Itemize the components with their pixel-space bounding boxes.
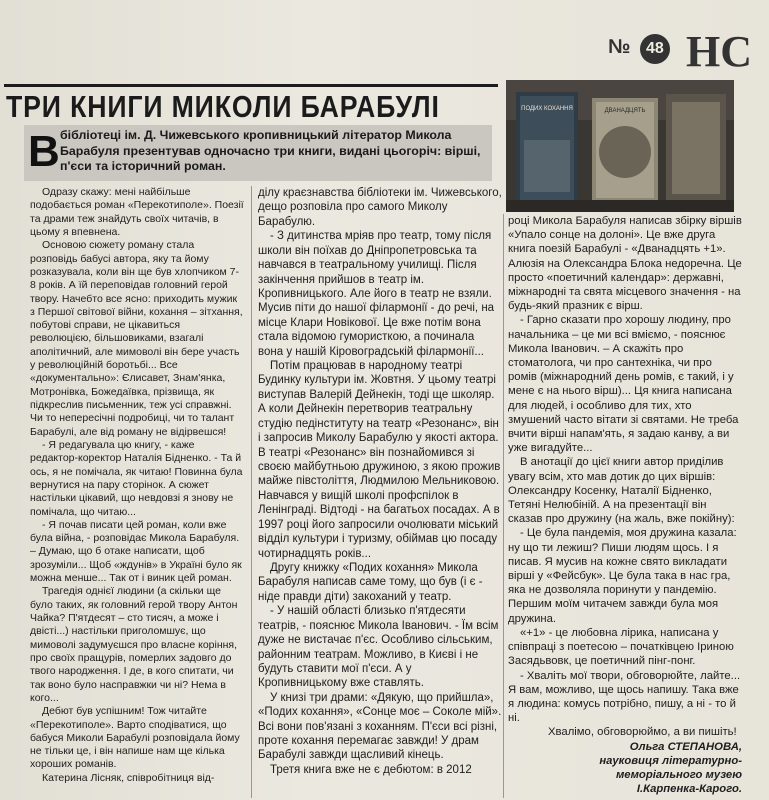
- paragraph: році Микола Барабуля написав збірку віршів «Упало сонце на долоні». Це вже друга книга поезій Барабулі - «Дванадцять +1». Алюзія на Олександра Блока недоречна. Це просто «поетичний календар»: державні, міжнародні та свята місцевого значення - на будь-який празник є вірш.: [508, 215, 742, 313]
- column-divider: [251, 186, 252, 798]
- paragraph: У книзі три драми: «Дякую, що прийшла», «Подих кохання», «Сонце моє – Соколе мій». Всі вони пов'язані з коханням. П'єси всі різні, проте кохання перемагає завжди! У драм Барабулі завжди щасливий кінець.: [258, 691, 502, 762]
- article-headline: ТРИ КНИГИ МИКОЛИ БАРАБУЛІ: [6, 89, 440, 124]
- author-title: науковиця літературно-: [599, 754, 742, 767]
- paragraph: Третя книга вже не є дебютом: в 2012: [270, 763, 472, 776]
- paragraph: Хвалімо, обговорюймо, а ви пишіть!: [548, 726, 737, 739]
- svg-text:ДВАНАДЦЯТЬ: ДВАНАДЦЯТЬ: [604, 108, 646, 114]
- paragraph: - Я почав писати цей роман, коли вже була війна, - розповідає Микола Барабуля. – Думаю, що б отаке написати, щоб зрозуміли... Щоб «ждунів» в Україні було як можна менше... Так от і виник цей роман.: [30, 518, 242, 585]
- paragraph: Дебют був успішним! Тож читайте «Перекотиполе». Варто сподіватися, що бабуся Миколи Барабулі розповідала йому не тільки це, і він напише нам ще кілька хороших романів.: [30, 705, 240, 771]
- paragraph: Основою сюжету романy стала розповідь бабусі автора, яку та йому розказувала, коли він ще був хлопчиком 7-8 років. А їй переповідав головний герой твору. Начебто все ясно: приходить мужик з Першої світової війни, кохання – зітхання, побутові справи, не цікавиться революцією, більшовиками, взагалі аполітичний, але мимоволі він бере участь у революційній боротьбі... Все «документально»: Єлисавет, Знам'янка, Мотронівка, Божедаївка, прізвища, як підкреслив письменник, теж усі справжні. Чи то непересічні подробиці, чи то талант Барабулі, але від роману не відірвешся!: [30, 239, 243, 438]
- lead-dropcap: В: [28, 127, 60, 176]
- paragraph: - Це була пандемія, моя дружина казала: ну що ти лежиш? Пиши людям щось. І я писав. Я мусив на кожне свято викладати вірші у «Фейсбук». Це була така в нас гра, яка не дозволяла поринути у пандемію. Першим моїм читачем завжди була моя дружина.: [508, 527, 737, 625]
- page-number-badge: 48: [640, 34, 670, 64]
- lead-text: бібліотеці ім. Д. Чижевського кропивницький літератор Микола Барабуля презентував одночасно три книги, видані цьогоріч: вірші, п'єси та історичний роман.: [60, 128, 481, 173]
- article-photo: [506, 80, 734, 212]
- paragraph: - Хваліть мої твори, обговорюйте, лайте... Я вам, можливо, ще щось напишу. Така вже я людина: комусь потрібно, пишу, а ні - то й ні.: [508, 669, 741, 725]
- paragraph: Одразу скажу: мені найбільше подобається роман «Перекотиполе». Поезії та драми теж знайдуть своїх читачів, в цьому я впевнена.: [30, 186, 244, 238]
- paragraph: ділу краєзнавства бібліотеки ім. Чижевського, дещо розповіла про самого Миколу Барабулю.: [258, 187, 502, 228]
- author-name: Ольга СТЕПАНОВА,: [629, 740, 742, 753]
- article-column-2: [258, 186, 502, 777]
- paragraph: Потім працював в народному театрі Будинку культури ім. Жовтня. У цьому театрі виступав Валерій Дейнекін, тоді ще школяр. А коли Дейнекін перетворив театральну студію педінституту на театр «Резонанс», він і запросив Миколу Барабулю у якості актора. В театрі «Резонанс» він познайомився зі своєю майбутньою дружиною, з якою прожив майже півстоліття, Людмилою Мельниковою. Навчався у вищій школі профспілок в Ленінграді. Відтоді - на багатьох посадах. А в 1997 році його запросили очолювати міський відділ культури і туризму, обіймав цю посаду чотирнадцять років...: [258, 360, 501, 560]
- svg-text:ПОДИХ КОХАННЯ: ПОДИХ КОХАННЯ: [521, 106, 573, 112]
- column-divider: [503, 214, 504, 798]
- author-title: І.Карпенка-Карого.: [636, 783, 742, 796]
- paragraph: «+1» - це любовна лірика, написана у співпраці з поетесою – початківцею Іриною Засядьвовк, це поетичний пінг-понг.: [508, 626, 734, 668]
- article-column-3: [508, 214, 742, 796]
- paragraph: - З дитинства мріяв про театр, тому після школи він поїхав до Дніпропетровська та навчався в театральному училищі. Після закінчення прийшов в театр ім. Кропивницького. Але його в театр не взяли. Мусив піти до нашої філармонії - до речі, на місце Клари Новікової. Це вже потім вона стала відомою гумористкою, а починала вона у нашій Кіровоградській філармонії...: [258, 230, 495, 358]
- paragraph: В анотації до цієї книги автор приділив увагу всім, хто мав дотик до цих віршів: Олександру Косенку, Наталії Бідненко, Тетяні Нелюбіній. А на презентації він сказав про дружину (на жаль, вже покійну):: [508, 456, 735, 526]
- page-number: [608, 34, 670, 64]
- newspaper-logo: НС: [686, 27, 752, 76]
- paragraph: - Гарно сказати про хорошу людину, про начальника – це ми всі вміємо, - пояснює Микола Іванович. – А скажіть про стоматолога, чи про сантехніка, чи про ромів (міжнародний день ромів, є такий, і у мене є на нього вірш)... Ця книга написана для людей, і особливо для тих, хто змушений часто вітати зі святами. Не треба вчити вірші напам'ять, я задаю канву, а ви уже вигадуйте...: [508, 314, 739, 455]
- paragraph: - У нашій області близько п'ятдесяти театрів, - пояснює Микола Іванович. - Їм всім дуже не вистачає п'єс. Особливо сільським, районним театрам. Можливо, в Києві і не будуть ставити мої п'єси. А у Кропивницькому вже ставлять.: [258, 605, 499, 690]
- paragraph: Катерина Лісняк, співробітниця від-: [42, 771, 215, 784]
- article-column-1: [30, 186, 244, 785]
- author-title: меморіального музею: [615, 768, 742, 781]
- paragraph: Трагедія однієї людини (а скільки ще було таких, як головний герой твору Антон Чайка? П'ятдесят – сто тисяч, а може і двісті...) настільки приголомшує, що мимоволі задумуєшся про власне коріння, про своїх пращурів, померлих задовго до твого народження. І де, в кого спитати, чи так воно було насправжки чи ні? Нема в кого...: [30, 585, 238, 704]
- paragraph: - Я редагувала цю книгу, - каже редактор-коректор Наталія Бідненко. - Та й ось, я не помічала, як читаю! Повинна була вернутися на пару сторінок. А сюжет настільки цікавий, що невдовзі я знову не помічала, що читаю...: [30, 438, 243, 518]
- books-photo-illustration: [506, 80, 734, 212]
- page-number-symbol: №: [608, 36, 631, 58]
- paragraph: Другу книжку «Подих кохання» Микола Барабуля написав саме тому, що був (і є - ніде правди діти) закоханий у театр.: [258, 561, 483, 603]
